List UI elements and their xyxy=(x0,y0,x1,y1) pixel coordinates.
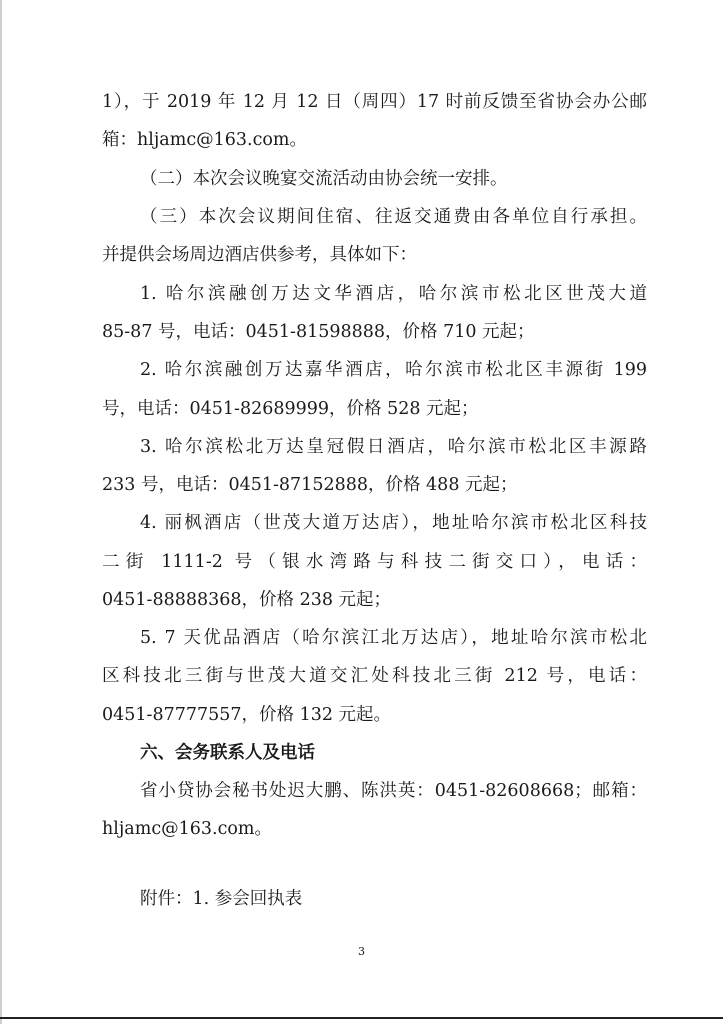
hotel-2-line-1: 2. 哈尔滨融创万达嘉华酒店，哈尔滨市松北区丰源街 199 xyxy=(140,360,647,380)
hotel-5-line-3: 0451-87777557，价格 132 元起。 xyxy=(102,705,392,725)
hotel-4-line-1: 4. 丽枫酒店（世茂大道万达店），地址哈尔滨市松北区科技 xyxy=(140,513,647,533)
text-line-3: （二）本次会议晚宴交流活动由协会统一安排。 xyxy=(140,169,508,189)
contact-email-line: hljamc@163.com。 xyxy=(102,819,273,839)
text-line-1: 1），于 2019 年 12 月 12 日（周四）17 时前反馈至省协会办公邮 xyxy=(102,92,647,112)
hotel-1-line-1: 1. 哈尔滨融创万达文华酒店，哈尔滨市松北区世茂大道 xyxy=(140,284,647,304)
text-line-4: （三）本次会议期间住宿、往返交通费由各单位自行承担。 xyxy=(140,207,647,227)
attachment-line: 附件：1. 参会回执表 xyxy=(140,889,303,909)
hotel-3-line-2: 233 号，电话：0451-87152888，价格 488 元起； xyxy=(102,475,518,495)
section-heading-contact: 六、会务联系人及电话 xyxy=(140,743,315,763)
page-number: 3 xyxy=(358,945,365,958)
hotel-4-line-3: 0451-88888368，价格 238 元起； xyxy=(102,590,392,610)
contact-line-1: 省小贷协会秘书处迟大鹏、陈洪英：0451-82608668；邮箱： xyxy=(140,781,647,801)
hotel-4-line-2: 二街 1111-2 号（银水湾路与科技二街交口），电话： xyxy=(102,552,647,572)
scan-edge xyxy=(0,0,2,1024)
hotel-1-line-2: 85-87 号，电话：0451-81598888，价格 710 元起； xyxy=(102,322,535,342)
hotel-5-line-2: 区科技北三街与世茂大道交汇处科技北三街 212 号，电话： xyxy=(102,666,647,686)
text-line-2: 箱：hljamc@163.com。 xyxy=(102,130,308,150)
text-line-5: 并提供会场周边酒店供参考，具体如下： xyxy=(102,245,417,265)
hotel-5-line-1: 5. 7 天优品酒店（哈尔滨江北万达店），地址哈尔滨市松北 xyxy=(140,628,647,648)
scan-bottom-edge xyxy=(0,1017,723,1019)
hotel-3-line-1: 3. 哈尔滨松北万达皇冠假日酒店，哈尔滨市松北区丰源路 xyxy=(140,437,647,457)
hotel-2-line-2: 号，电话：0451-82689999，价格 528 元起； xyxy=(102,399,479,419)
